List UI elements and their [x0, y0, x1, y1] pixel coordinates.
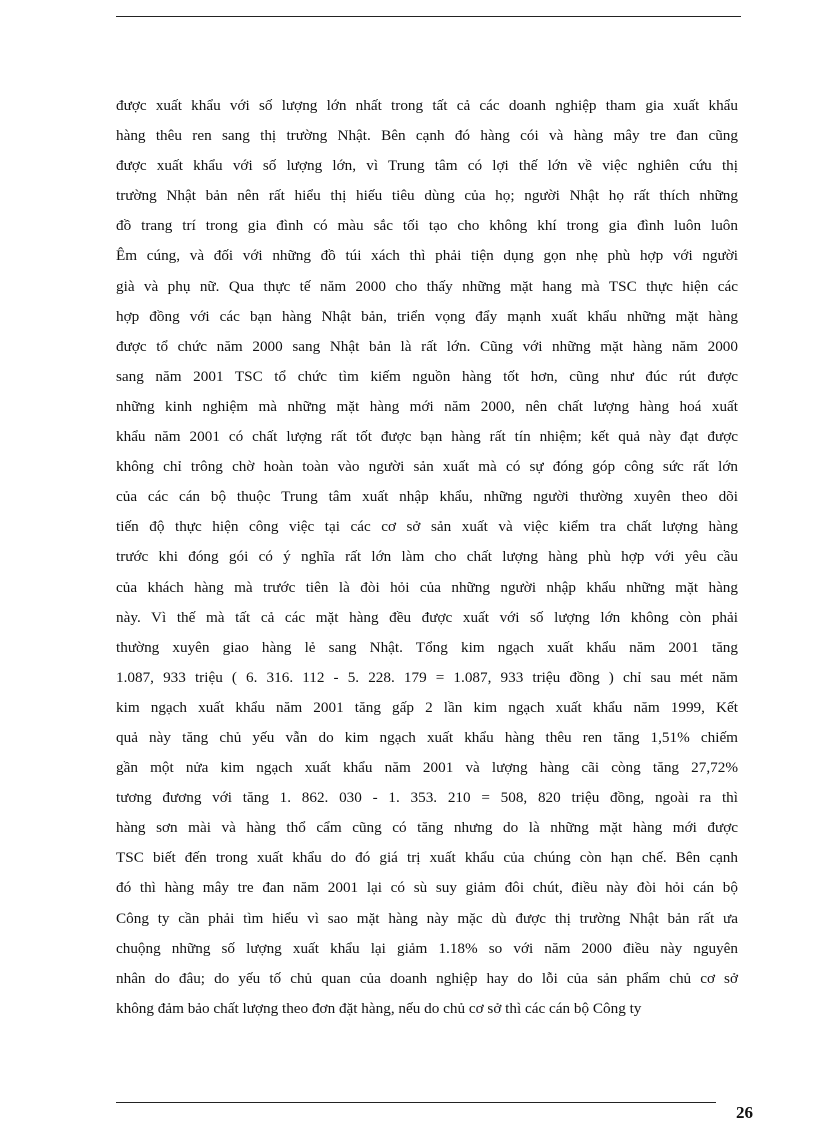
- header-rule: [116, 16, 741, 17]
- text-line: tương đương với tăng 1. 862. 030 - 1. 353. 210 = 508, 820 triệu đồng, ngoài ra thì: [116, 789, 738, 807]
- text-line: đồ trang trí trong gia đình có màu sắc tối tạo cho không khí trong gia đình luôn luôn: [116, 217, 738, 235]
- text-line: của các cán bộ thuộc Trung tâm xuất nhập khẩu, những người thường xuyên theo dõi: [116, 488, 738, 506]
- text-line: 1.087, 933 triệu ( 6. 316. 112 - 5. 228. 179 = 1.087, 933 triệu đồng ) chỉ sau mét năm: [116, 668, 738, 686]
- text-line: tiến độ thực hiện công việc tại các cơ sở sản xuất và việc kiểm tra chất lượng hàng: [116, 518, 738, 536]
- text-line: này. Vì thế mà tất cả các mặt hàng đều được xuất với số lượng lớn không còn phải: [116, 608, 738, 626]
- text-line: TSC biết đến trong xuất khẩu do đó giá trị xuất khẩu của chúng còn hạn chế. Bên cạnh: [116, 849, 738, 867]
- body-paragraph: [116, 91, 738, 1024]
- text-line: được xuất khẩu với số lượng lớn, vì Trung tâm có lợi thế lớn về việc nghiên cứu thị: [116, 157, 738, 175]
- text-line: đó thì hàng mây tre đan năm 2001 lại có sù suy giảm đôi chút, điều này đòi hỏi cán bộ: [116, 879, 738, 897]
- text-line: già và phụ nữ. Qua thực tế năm 2000 cho thấy những mặt hang mà TSC thực hiện các: [116, 277, 738, 295]
- text-line: khẩu năm 2001 có chất lượng rất tốt được bạn hàng rất tín nhiệm; kết quả này đạt được: [116, 428, 738, 446]
- footer-rule: [116, 1102, 716, 1103]
- text-line: quả này tăng chủ yếu vẫn do kim ngạch xuất khẩu hàng thêu ren tăng 1,51% chiếm: [116, 728, 738, 746]
- text-line: thường xuyên giao hàng lẻ sang Nhật. Tổng kim ngạch xuất khẩu năm 2001 tăng: [116, 638, 738, 656]
- text-line: gần một nửa kim ngạch xuất khẩu năm 2001 và lượng hàng cãi còng tăng 27,72%: [116, 759, 738, 777]
- text-line: sang năm 2001 TSC tổ chức tìm kiếm nguồn hàng tốt hơn, cũng như đúc rút được: [116, 367, 738, 385]
- text-line: nhân do đâu; do yếu tố chủ quan của doanh nghiệp hay do lỗi của sản phẩm chủ cơ sở: [116, 969, 738, 987]
- text-line: được tổ chức năm 2000 sang Nhật bản là rất lớn. Cũng với những mặt hàng năm 2000: [116, 337, 738, 355]
- text-line: trước khi đóng gói có ý nghĩa rất lớn làm cho chất lượng hàng phù hợp với yêu cầu: [116, 548, 738, 566]
- text-line: của khách hàng mà trước tiên là đòi hỏi của những người nhập khẩu những mặt hàng: [116, 578, 738, 596]
- text-line: hợp đồng với các bạn hàng Nhật bản, triển vọng đẩy mạnh xuất khẩu những mặt hàng: [116, 307, 738, 325]
- text-line: Công ty cần phải tìm hiểu vì sao mặt hàng này mặc dù được thị trường Nhật bản rất ưa: [116, 909, 738, 927]
- text-line: không đảm bảo chất lượng theo đơn đặt hàng, nếu do chủ cơ sở thì các cán bộ Công ty: [116, 999, 642, 1017]
- text-line: những kinh nghiệm mà những mặt hàng mới năm 2000, nên chất lượng hàng hoá xuất: [116, 397, 738, 415]
- text-line: không chỉ trông chờ hoàn toàn vào người sản xuất mà có sự đóng góp công sức rất lớn: [116, 458, 738, 476]
- text-line: được xuất khẩu với số lượng lớn nhất trong tất cả các doanh nghiệp tham gia xuất khẩu: [116, 97, 738, 114]
- page-number: 26: [736, 1103, 753, 1122]
- text-line: hàng sơn mài và hàng thổ cẩm cũng có tăng nhưng do là những mặt hàng mới được: [116, 819, 738, 837]
- text-line: chuộng những số lượng xuất khẩu lại giảm 1.18% so với năm 2000 điều này nguyên: [116, 939, 738, 957]
- text-line: kim ngạch xuất khẩu năm 2001 tăng gấp 2 lần kim ngạch xuất khẩu năm 1999, Kết: [116, 698, 738, 716]
- text-line: hàng thêu ren sang thị trường Nhật. Bên cạnh đó hàng cói và hàng mây tre đan cũng: [116, 127, 738, 145]
- text-line: trường Nhật bản nên rất hiểu thị hiếu tiêu dùng của họ; người Nhật họ rất thích những: [116, 187, 738, 205]
- text-line: Êm cúng, và đối với những đồ túi xách thì phải tiện dụng gọn nhẹ phù hợp với người: [116, 247, 738, 265]
